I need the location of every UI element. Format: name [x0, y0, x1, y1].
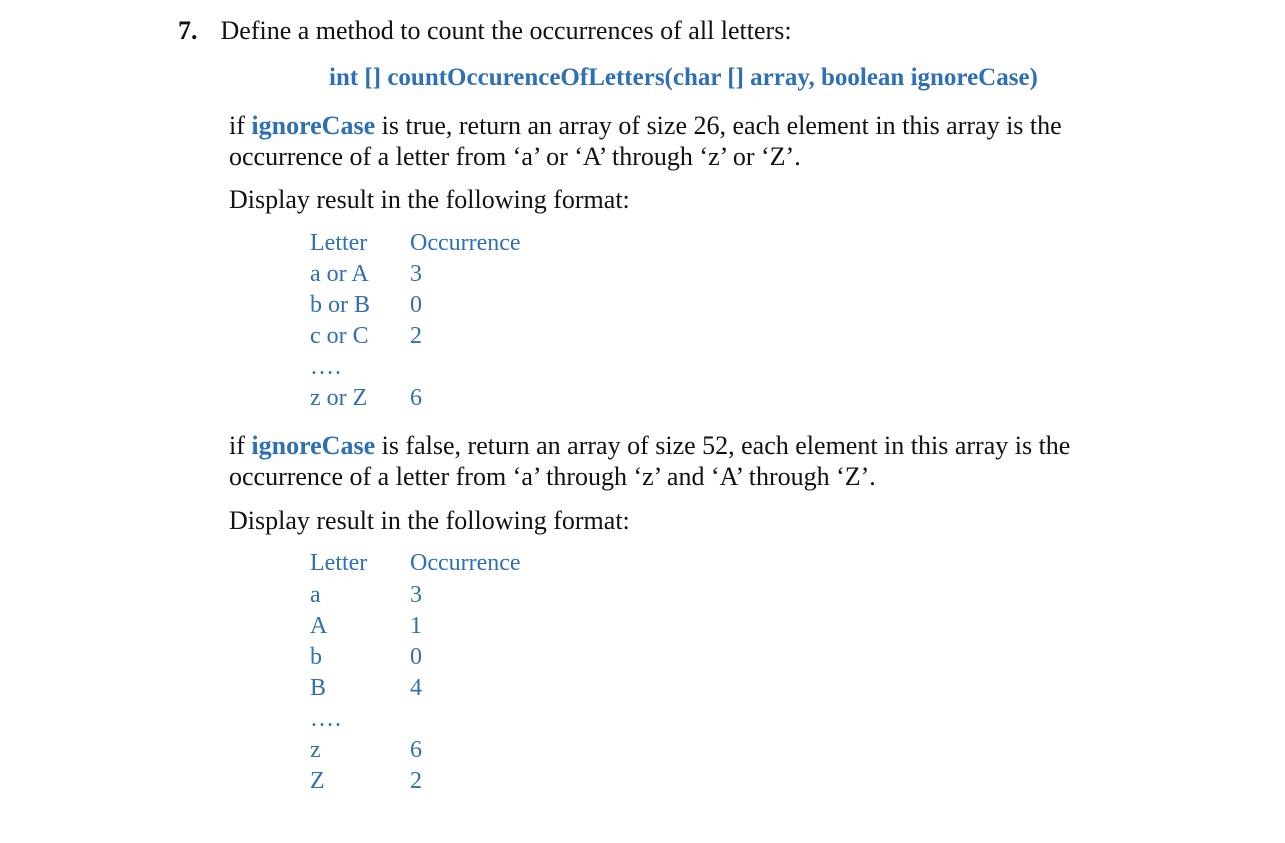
table-header-occurrence: Occurrence: [410, 230, 521, 256]
table-cell-letter: z or Z: [310, 385, 368, 411]
case-true-description: [229, 110, 1062, 172]
method-signature: int [] countOccurenceOfLetters(char [] array, boolean ignoreCase): [329, 64, 1038, 91]
table-cell-letter: a: [310, 582, 321, 608]
table-cell-letter: a or A: [310, 261, 369, 287]
table-cell-count: 4: [410, 675, 422, 701]
table-cell-letter: B: [310, 675, 327, 701]
case-false-prefix: if: [229, 431, 252, 460]
table-cell-count: 2: [410, 768, 422, 794]
question-heading: [178, 16, 792, 46]
table-header-letter: Letter: [310, 230, 368, 256]
table-cell-letter: b: [310, 644, 322, 670]
question-number: 7.: [178, 16, 198, 45]
question-text: Define a method to count the occurrences of all letters:: [220, 16, 792, 45]
table-header-occurrence: Occurrence: [410, 550, 521, 576]
table-cell-count: 6: [410, 737, 422, 763]
case-false-line-1-rest: is false, return an array of size 52, each element in this array is the: [375, 431, 1071, 460]
table-cell-count: 1: [410, 613, 422, 639]
ignorecase-keyword: ignoreCase: [251, 431, 376, 460]
case-false-description: [229, 430, 1070, 492]
table-cell-letter: b or B: [310, 292, 370, 318]
table-cell-letter: c or C: [310, 323, 369, 349]
case-true-line-2: occurrence of a letter from ‘a’ or ‘A’ through ‘z’ or ‘Z’.: [229, 142, 801, 171]
table-cell-count: 6: [410, 385, 422, 411]
case-false-line-1: [229, 430, 1070, 461]
case-false-line-2: occurrence of a letter from ‘a’ through ‘z’ and ‘A’ through ‘Z’.: [229, 462, 876, 491]
table-ellipsis: ….: [310, 354, 342, 380]
case-true-line-1-rest: is true, return an array of size 26, each element in this array is the: [375, 111, 1062, 140]
table-cell-count: 3: [410, 582, 422, 608]
table-header-letter: Letter: [310, 550, 368, 576]
table-cell-letter: z: [310, 737, 321, 763]
case-true-line-1: [229, 110, 1062, 141]
table-cell-letter: A: [310, 613, 328, 639]
case-true-display-label: Display result in the following format:: [229, 185, 630, 214]
ignorecase-keyword: ignoreCase: [251, 111, 376, 140]
case-true-prefix: if: [229, 111, 252, 140]
table-cell-count: 0: [410, 644, 422, 670]
table-cell-count: 0: [410, 292, 422, 318]
table-ellipsis: ….: [310, 706, 342, 732]
table-cell-letter: Z: [310, 768, 325, 794]
table-cell-count: 3: [410, 261, 422, 287]
table-cell-count: 2: [410, 323, 422, 349]
case-false-display-label: Display result in the following format:: [229, 506, 630, 535]
